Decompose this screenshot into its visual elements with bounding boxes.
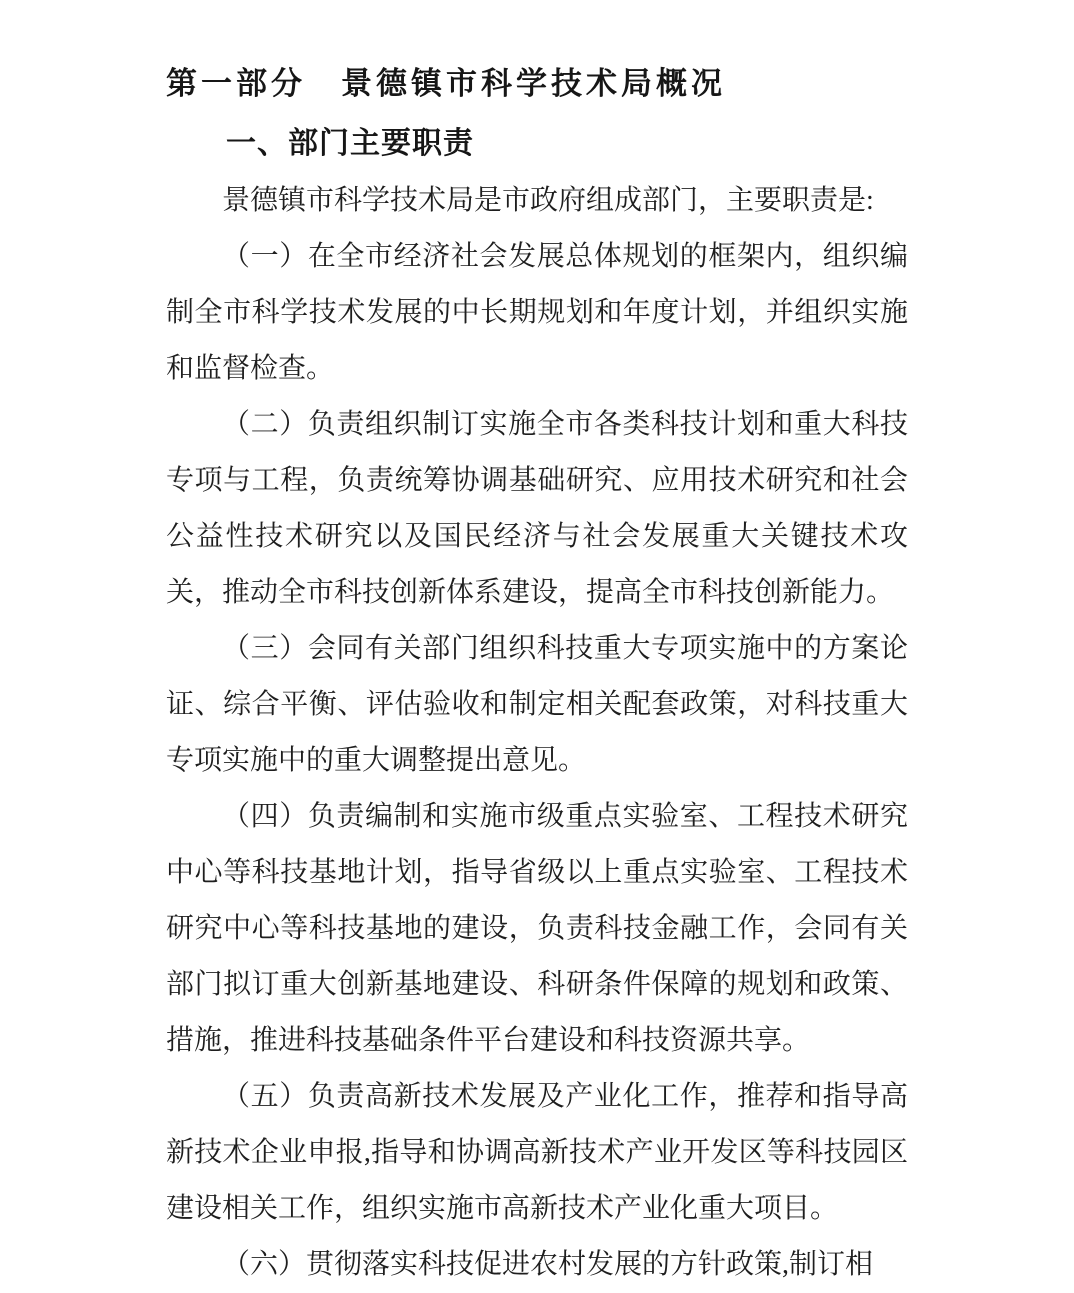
section-heading: 一、部门主要职责 bbox=[226, 127, 474, 160]
duty-paragraph-4: （四）负责编制和实施市级重点实验室、工程技术研究中心等科技基地计划，指导省级以上重点实验室、工程技术研究中心等科技基地的建设，负责科技金融工作，会同有关部门拟订重大创新基地建设、科研条件保障的规划和政策、措施，推进科技基础条件平台建设和科技资源共享。 bbox=[166, 801, 908, 1056]
duty-paragraph-1: （一）在全市经济社会发展总体规划的框架内，组织编制全市科学技术发展的中长期规划和年度计划，并组织实施和监督检查。 bbox=[166, 241, 908, 384]
duty-paragraph-3: （三）会同有关部门组织科技重大专项实施中的方案论证、综合平衡、评估验收和制定相关配套政策，对科技重大专项实施中的重大调整提出意见。 bbox=[166, 633, 908, 776]
intro-paragraph: 景德镇市科学技术局是市政府组成部门，主要职责是: bbox=[222, 185, 874, 216]
document-body bbox=[166, 173, 908, 1293]
duty-paragraph-6: （六）贯彻落实科技促进农村发展的方针政策,制订相 bbox=[222, 1249, 874, 1280]
document-title: 第一部分 景德镇市科学技术局概况 bbox=[166, 66, 726, 101]
duty-paragraph-2: （二）负责组织制订实施全市各类科技计划和重大科技专项与工程，负责统筹协调基础研究、应用技术研究和社会公益性技术研究以及国民经济与社会发展重大关键技术攻关，推动全市科技创新体系建设，提高全市科技创新能力。 bbox=[166, 409, 908, 608]
duty-paragraph-5: （五）负责高新技术发展及产业化工作，推荐和指导高新技术企业申报,指导和协调高新技术产业开发区等科技园区建设相关工作，组织实施市高新技术产业化重大项目。 bbox=[166, 1081, 908, 1224]
